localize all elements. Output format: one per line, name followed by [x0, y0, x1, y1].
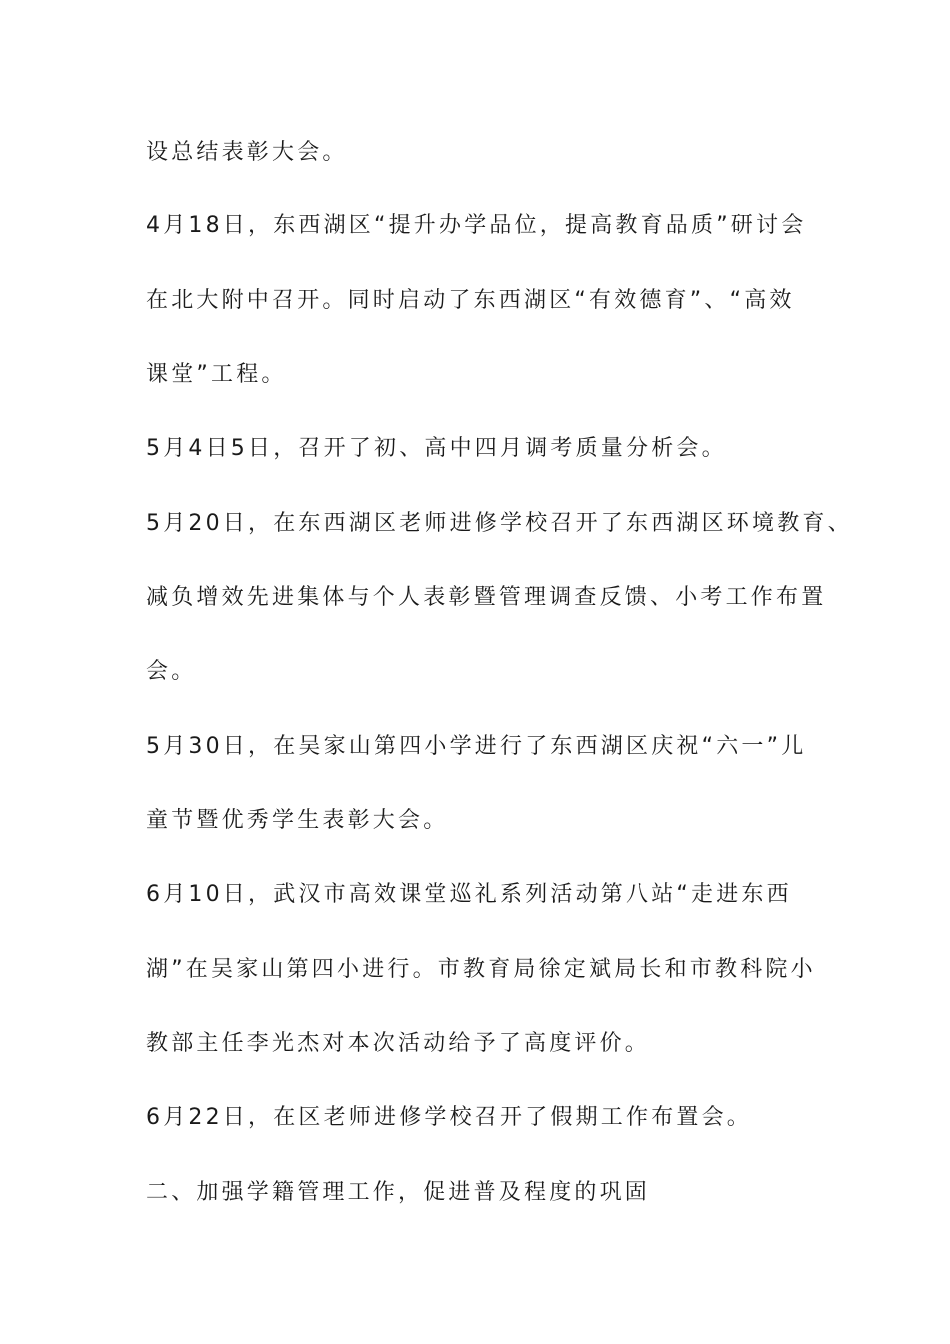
text-line: 6月22日，在区老师进修学校召开了假期工作布置会。	[146, 1105, 752, 1130]
text-line: 湖”在吴家山第四小进行。市教育局徐定斌局长和市教科院小	[146, 957, 816, 982]
text-line: 5月4日5日，召开了初、高中四月调考质量分析会。	[146, 436, 727, 461]
text-line: 设总结表彰大会。	[146, 140, 348, 165]
text-line: 5月30日，在吴家山第四小学进行了东西湖区庆祝“六一”儿	[146, 734, 807, 759]
text-line: 在北大附中召开。同时启动了东西湖区“有效德育”、“高效	[146, 288, 795, 313]
text-line: 减负增效先进集体与个人表彰暨管理调查反馈、小考工作布置	[146, 585, 827, 610]
text-line: 课堂”工程。	[146, 362, 287, 387]
text-line: 童节暨优秀学生表彰大会。	[146, 808, 449, 833]
text-line: 会。	[146, 659, 197, 684]
text-line: 5月20日，在东西湖区老师进修学校召开了东西湖区环境教育、	[146, 511, 853, 536]
text-line: 6月10日，武汉市高效课堂巡礼系列活动第八站“走进东西	[146, 882, 792, 907]
section-heading: 二、加强学籍管理工作，促进普及程度的巩固	[146, 1180, 651, 1205]
text-line: 4月18日，东西湖区“提升办学品位，提高教育品质”研讨会	[146, 213, 807, 238]
text-line: 教部主任李光杰对本次活动给予了高度评价。	[146, 1031, 651, 1056]
